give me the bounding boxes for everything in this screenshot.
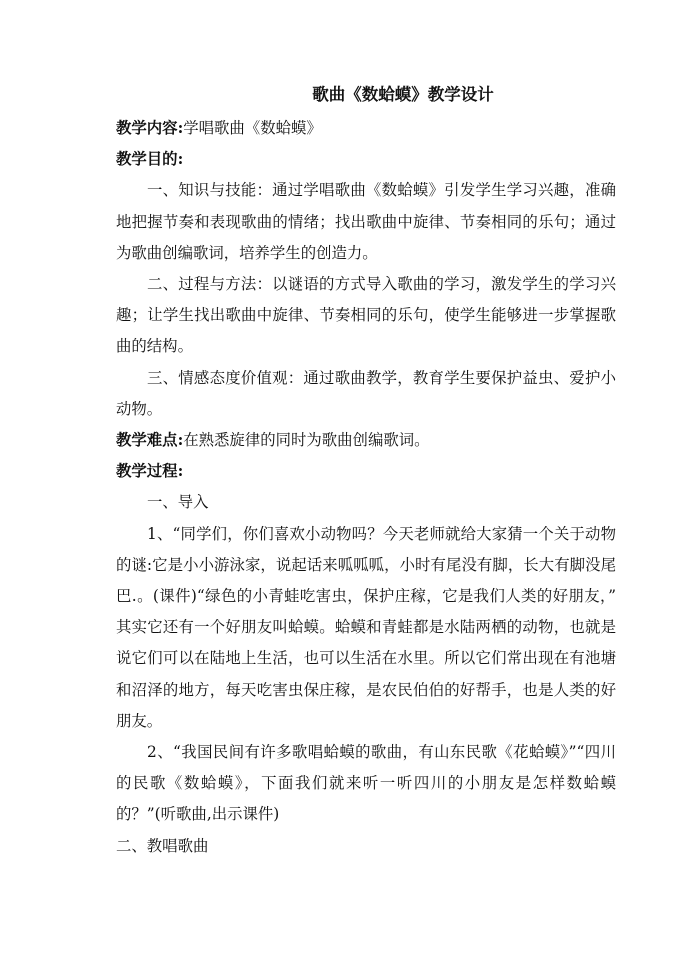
teaching-content-line	[116, 113, 616, 144]
intro-paragraph-1: 1、“同学们，你们喜欢小动物吗？今天老师就给大家猜一个关于动物的谜:它是小小游泳家，说起话来呱呱呱，小时有尾没有脚，长大有脚没尾巴.。(课件)“绿色的小青蛙吃害虫，保护庄稼，它是我们人类的好朋友，” 其实它还有一个好朋友叫蛤蟆。蛤蟆和青蛙都是水陆两栖的动物，也就是说它们可以在陆地上生活，也可以生活在水里。所以它们常出现在有池塘和沼泽的地方，每天吃害虫保庄稼，是农民伯伯的好帮手，也是人类的好朋友。	[116, 524, 616, 730]
teaching-process-heading	[116, 456, 616, 487]
teaching-difficulty-line	[116, 425, 616, 456]
document-title: 歌曲《数蛤蟆》教学设计	[312, 85, 494, 104]
goal-emotion-paragraph: 三、情感态度价值观：通过歌曲教学，教育学生要保护益虫、爱护小动物。	[116, 368, 616, 418]
goal-process-paragraph: 二、过程与方法：以谜语的方式导入歌曲的学习，激发学生的学习兴趣；让学生找出歌曲中旋律、节奏相同的乐句，使学生能够进一步掌握歌曲的结构。	[116, 275, 616, 356]
teaching-content-text: 学唱歌曲《数蛤蟆》	[183, 119, 322, 137]
document-page	[116, 80, 616, 862]
teaching-difficulty-label: 教学难点:	[116, 431, 184, 450]
teaching-process-label: 教学过程:	[116, 462, 184, 481]
teaching-goal-heading	[116, 144, 616, 175]
step-teach-heading: 二、教唱歌曲	[116, 836, 209, 855]
intro-paragraph-2: 2、“我国民间有许多歌唱蛤蟆的歌曲，有山东民歌《花蛤蟆》”“四川的民歌《数蛤蟆》，下面我们就来听一听四川的小朋友是怎样数蛤蟆的？”(听歌曲,出示课件)	[116, 743, 616, 824]
teaching-content-label: 教学内容:	[116, 119, 184, 137]
step-intro-heading: 一、导入	[147, 493, 209, 512]
goal-knowledge-paragraph: 一、知识与技能：通过学唱歌曲《数蛤蟆》引发学生学习兴趣，准确地把握节奏和表现歌曲的情绪；找出歌曲中旋律、节奏相同的乐句；通过为歌曲创编歌词，培养学生的创造力。	[116, 181, 616, 262]
teaching-difficulty-text: 在熟悉旋律的同时为歌曲创编歌词。	[183, 431, 430, 450]
teaching-goal-label: 教学目的:	[116, 150, 184, 169]
